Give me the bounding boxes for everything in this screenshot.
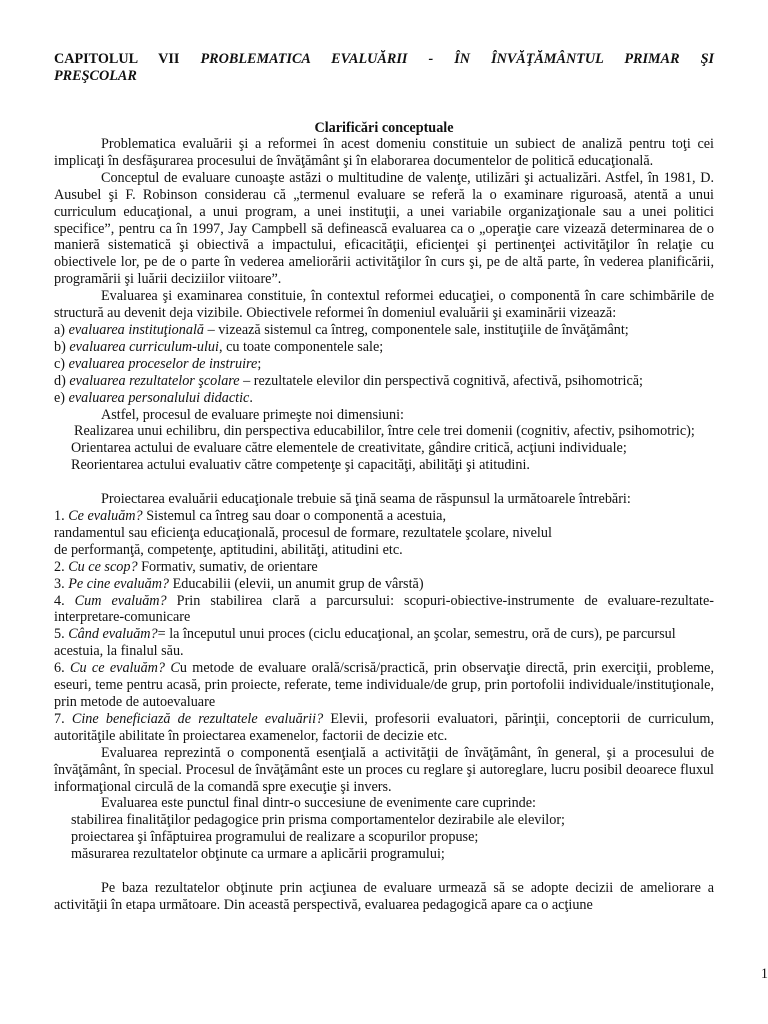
paragraph: Evaluarea este punctul final dintr-o succesiune de evenimente care cuprinde: — [101, 795, 536, 812]
dimensions-list — [54, 423, 714, 474]
paragraph: Conceptul de evaluare cunoaşte astăzi o multitudine de valenţe, utilizări şi actualizări. Astfel, în 1981, D. Ausubel şi F. Robinson considerau că „termenul evaluare se referă la o examinare riguroasă, atentă a unui curriculum educaţional, a unui program, a unei instituţii, a unei variabile organizaţionale sau a unei politici specifice”, pentru ca în 1997, Jay Campbell să definească evaluarea ca o „operaţie care vizează determinarea de o manieră sistematică şi obiectivă a impactului, eficacităţii, eficienţei şi pertinenţei activităţilor în relaţie cu obiectivele lor, pe de o parte în vederea ameliorării activităţilor în curs şi, pe de altă parte, în vederea planificării, programării şi luării deciziilor viitoare”. — [54, 169, 714, 288]
list-item: Realizarea unui echilibru, din perspectiva educabililor, între cele trei domenii (cognitiv, afectiv, psihomotric); — [74, 423, 695, 440]
list-item: 1. Ce evaluăm? Sistemul ca întreg sau doar o componentă a acestuia, — [54, 508, 447, 525]
list-item: 5. Când evaluăm?= la începutul unui proces (ciclu educaţional, an şcolar, semestru, oră de curs), pe parcursul acestuia, la finalul său. — [54, 626, 676, 660]
list-item: b) evaluarea curriculum-ului, cu toate componentele sale; — [54, 338, 384, 355]
paragraph: Evaluarea şi examinarea constituie, în contextul reformei educaţiei, o componentă în care schimbările de structură au devenit deja vizibile. Obiectivele reformei în domeniul evaluării şi examinării vizează: — [54, 288, 714, 322]
chapter-title: PROBLEMATICA EVALUĂRII - ÎN ÎNVĂŢĂMÂNTUL PRIMAR ŞI — [200, 51, 715, 67]
document-body — [54, 136, 714, 914]
list-item: c) evaluarea proceselor de instruire; — [54, 355, 262, 372]
list-item: 7. Cine beneficiază de rezultatele evaluării? Elevii, profesorii evaluatori, părinţii, conceptorii de curriculum, autorităţile abilitate în proiectarea examenelor, factorii de decizie etc. — [54, 710, 714, 744]
list-item: măsurarea rezultatelor obţinute ca urmare a aplicării programului; — [71, 846, 445, 863]
list-item: proiectarea şi înfăptuirea programului de realizare a scopurilor propuse; — [71, 829, 479, 846]
objectives-list — [54, 322, 714, 407]
list-item: d) evaluarea rezultatelor şcolare – rezultatele elevilor din perspectivă cognitivă, afectivă, psihomotrică; — [54, 372, 643, 389]
list-item: Reorientarea actului evaluativ către competenţe şi capacităţi, abilităţi şi atitudini. — [71, 457, 530, 474]
questions-list — [54, 508, 714, 745]
list-item: stabilirea finalităţilor pedagogice prin prisma comportamentelor dezirabile ale elevilor; — [71, 812, 565, 829]
paragraph: Proiectarea evaluării educaţionale trebuie să ţină seama de răspunsul la următoarele întrebări: — [101, 491, 631, 508]
list-item: randamentul sau eficienţa educaţională, procesul de formare, rezultatele şcolare, nivelul — [54, 524, 552, 541]
chapter-prefix: CAPITOLUL VII — [54, 51, 180, 67]
chapter-heading-line2: PREŞCOLAR — [54, 68, 137, 84]
list-item: de performanţă, competenţe, aptitudini, abilităţi, atitudini etc. — [54, 541, 403, 558]
paragraph: Problematica evaluării şi a reformei în acest domeniu constituie un subiect de analiză pentru toţi cei implicaţi în desfăşurarea procesului de învăţământ şi în elaborarea documentelor de politică educaţională. — [54, 136, 714, 169]
paragraph: Astfel, procesul de evaluare primeşte noi dimensiuni: — [101, 406, 404, 423]
list-item: e) evaluarea personalului didactic. — [54, 389, 253, 406]
list-item: a) evaluarea instituţională – vizează sistemul ca întreg, componentele sale, instituţiile de învăţământ; — [54, 321, 629, 338]
list-item: 2. Cu ce scop? Formativ, sumativ, de orientare — [54, 558, 318, 575]
events-list — [54, 812, 714, 863]
list-item: 4. Cum evaluăm? Prin stabilirea clară a parcursului: scopuri-obiective-instrumente de evaluare-rezultate-interpretare-comunicare — [54, 592, 714, 626]
chapter-heading — [54, 50, 714, 68]
list-item: 6. Cu ce evaluăm? Cu metode de evaluare orală/scrisă/practică, prin observaţie directă, prin exerciţii, probleme, eseuri, teme pentru acasă, prin proiecte, referate, teme individuale/de grup, prin portofolii individuale/instituţionale, prin metode de autoevaluare — [54, 660, 715, 710]
list-item: Orientarea actului de evaluare către elementele de creativitate, gândire critică, acţiuni individuale; — [71, 440, 627, 457]
list-item: 3. Pe cine evaluăm? Educabilii (elevii, un anumit grup de vârstă) — [54, 575, 424, 592]
section-title: Clarificări conceptuale — [314, 120, 454, 136]
paragraph: Pe baza rezultatelor obţinute prin acţiunea de evaluare urmează să se adopte decizii de ameliorare a activităţii în etapa următoare. Din această perspectivă, evaluarea pedagogică apare ca o acţiune — [54, 880, 714, 913]
paragraph: Evaluarea reprezintă o componentă esenţială a activităţii de învăţământ, în general, şi a procesului de învăţământ, în special. Procesul de învăţământ este un proces cu reglare şi autoreglare, lucru posibil deoarece fluxul informaţional circulă de la comandă spre execuţie şi invers. — [54, 744, 714, 795]
page-number: 1 — [760, 966, 768, 982]
